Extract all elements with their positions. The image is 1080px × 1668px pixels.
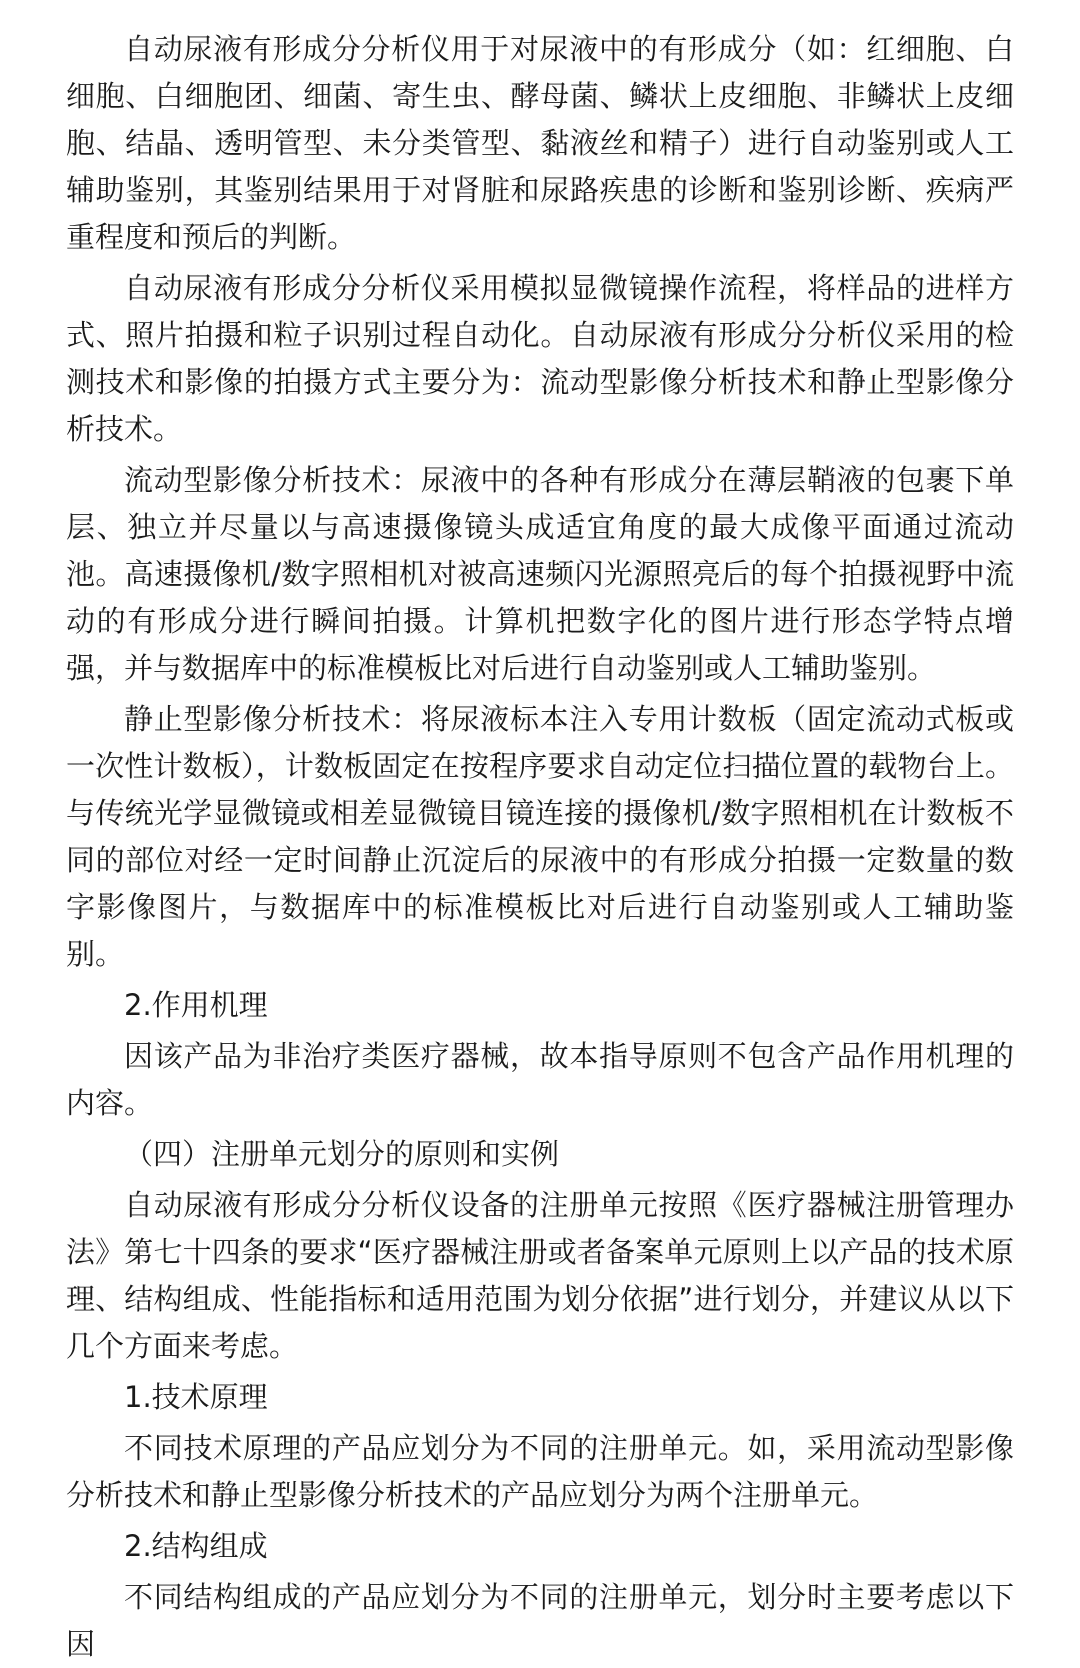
- body-paragraph: 静止型影像分析技术：将尿液标本注入专用计数板（固定流动式板或一次性计数板），计数板固定在按程序要求自动定位扫描位置的载物台上。与传统光学显微镜或相差显微镜目镜连接的摄像机/数字照相机在计数板不同的部位对经一定时间静止沉淀后的尿液中的有形成分拍摄一定数量的数字影像图片，与数据库中的标准模板比对后进行自动鉴别或人工辅助鉴别。: [66, 702, 1014, 971]
- body-paragraph: 流动型影像分析技术：尿液中的各种有形成分在薄层鞘液的包裹下单层、独立并尽量以与高速摄像镜头成适宜角度的最大成像平面通过流动池。高速摄像机/数字照相机对被高速频闪光源照亮后的每个拍摄视野中流动的有形成分进行瞬间拍摄。计算机把数字化的图片进行形态学特点增强，并与数据库中的标准模板比对后进行自动鉴别或人工辅助鉴别。: [66, 463, 1014, 685]
- body-paragraph: 不同结构组成的产品应划分为不同的注册单元，划分时主要考虑以下因: [66, 1580, 1014, 1661]
- body-paragraph: 因该产品为非治疗类医疗器械，故本指导原则不包含产品作用机理的内容。: [66, 1039, 1014, 1120]
- section-heading: 2.结构组成: [124, 1529, 268, 1563]
- body-paragraph: 自动尿液有形成分分析仪采用模拟显微镜操作流程，将样品的进样方式、照片拍摄和粒子识别过程自动化。自动尿液有形成分分析仪采用的检测技术和影像的拍摄方式主要分为：流动型影像分析技术和静止型影像分析技术。: [66, 271, 1014, 446]
- body-paragraph: 自动尿液有形成分分析仪用于对尿液中的有形成分（如：红细胞、白细胞、白细胞团、细菌、寄生虫、酵母菌、鳞状上皮细胞、非鳞状上皮细胞、结晶、透明管型、未分类管型、黏液丝和精子）进行自动鉴别或人工辅助鉴别，其鉴别结果用于对肾脏和尿路疾患的诊断和鉴别诊断、疾病严重程度和预后的判断。: [66, 32, 1014, 254]
- section-heading: 1.技术原理: [124, 1380, 268, 1414]
- body-paragraph: 不同技术原理的产品应划分为不同的注册单元。如，采用流动型影像分析技术和静止型影像分析技术的产品应划分为两个注册单元。: [66, 1431, 1014, 1512]
- section-heading: （四）注册单元划分的原则和实例: [124, 1137, 560, 1171]
- section-heading: 2.作用机理: [124, 988, 268, 1022]
- body-paragraph: 自动尿液有形成分分析仪设备的注册单元按照《医疗器械注册管理办法》第七十四条的要求“医疗器械注册或者备案单元原则上以产品的技术原理、结构组成、性能指标和适用范围为划分依据”进行划分，并建议从以下几个方面来考虑。: [66, 1188, 1014, 1363]
